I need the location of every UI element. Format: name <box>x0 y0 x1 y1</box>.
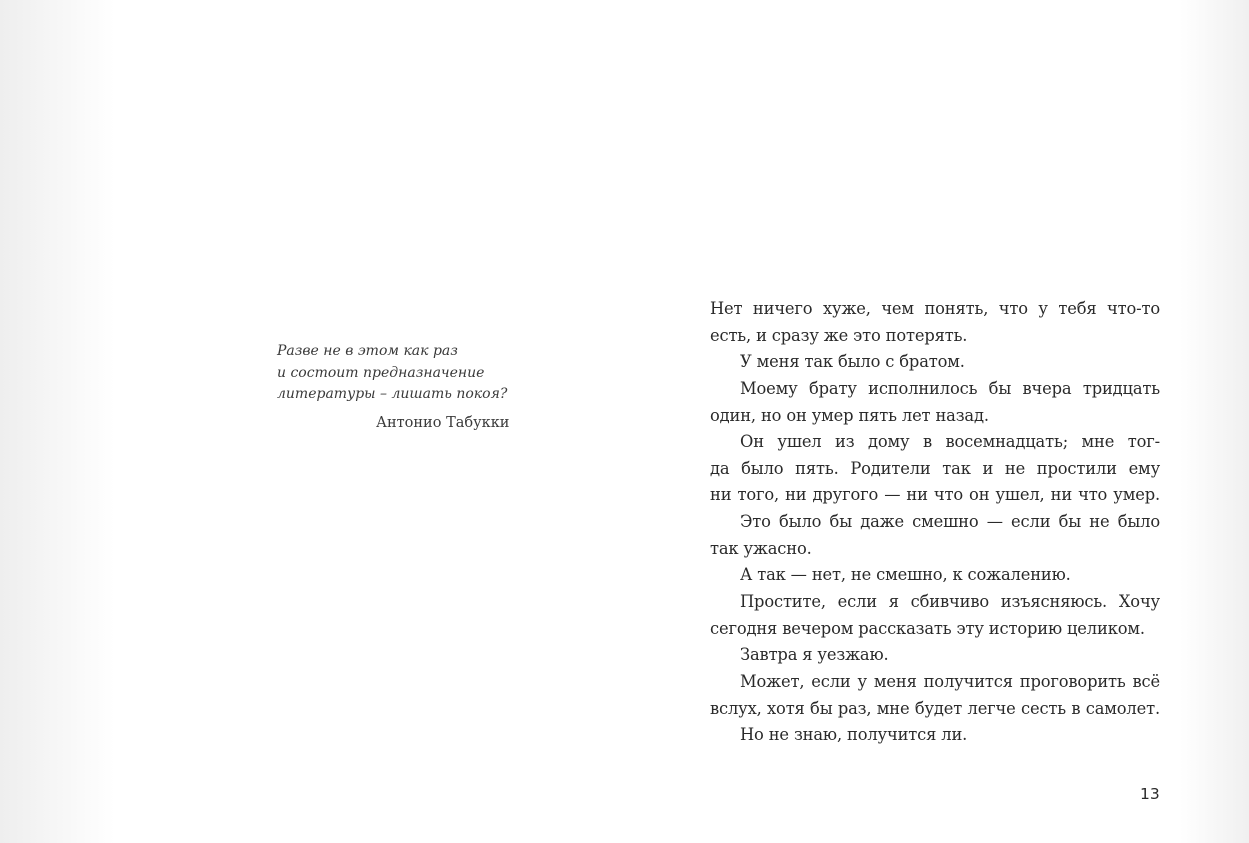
text-line: У меня так было с братом. <box>740 352 965 372</box>
text-line: Нет ничего хуже, чем понять, что у тебя что-то <box>710 299 1160 318</box>
text-line: Это было бы даже смешно — если бы не было <box>740 512 1160 532</box>
text-line: А так — нет, не смешно, к сожалению. <box>740 565 1071 585</box>
text-line: есть, и сразу же это потерять. <box>710 325 968 345</box>
text-line: один, но он умер пять лет назад. <box>710 405 989 425</box>
epigraph-author: Антонио Табукки <box>376 415 510 431</box>
epigraph-line: литературы – лишать покоя? <box>277 386 508 402</box>
text-line: Завтра я уезжаю. <box>740 645 889 665</box>
text-line: Моему брату исполнилось бы вчера тридцать <box>740 378 1160 398</box>
text-line: Но не знаю, получится ли. <box>740 725 968 745</box>
epigraph-line: и состоит предназначение <box>277 364 485 381</box>
text-line: Он ушел из дому в восемнадцать; мне тог- <box>740 432 1160 452</box>
text-line: Простите, если я сбивчиво изъясняюсь. Хочу <box>740 592 1160 612</box>
text-line: ни того, ни другого — ни что он ушел, ни что умер. <box>710 485 1160 505</box>
main-text <box>710 296 1160 749</box>
text-line: так ужасно. <box>710 538 812 558</box>
text-line: вслух, хотя бы раз, мне будет легче сесть в самолет. <box>710 698 1160 718</box>
text-line: Может, если у меня получится проговорить всё <box>740 671 1160 691</box>
text-line: да было пять. Родители так и не простили ему <box>710 458 1160 478</box>
page-number: 13 <box>1140 785 1160 803</box>
text-line: сегодня вечером рассказать эту историю целиком. <box>710 618 1145 638</box>
epigraph <box>277 341 537 431</box>
epigraph-quote <box>277 341 537 406</box>
epigraph-line: Разве не в этом как раз <box>277 343 458 359</box>
